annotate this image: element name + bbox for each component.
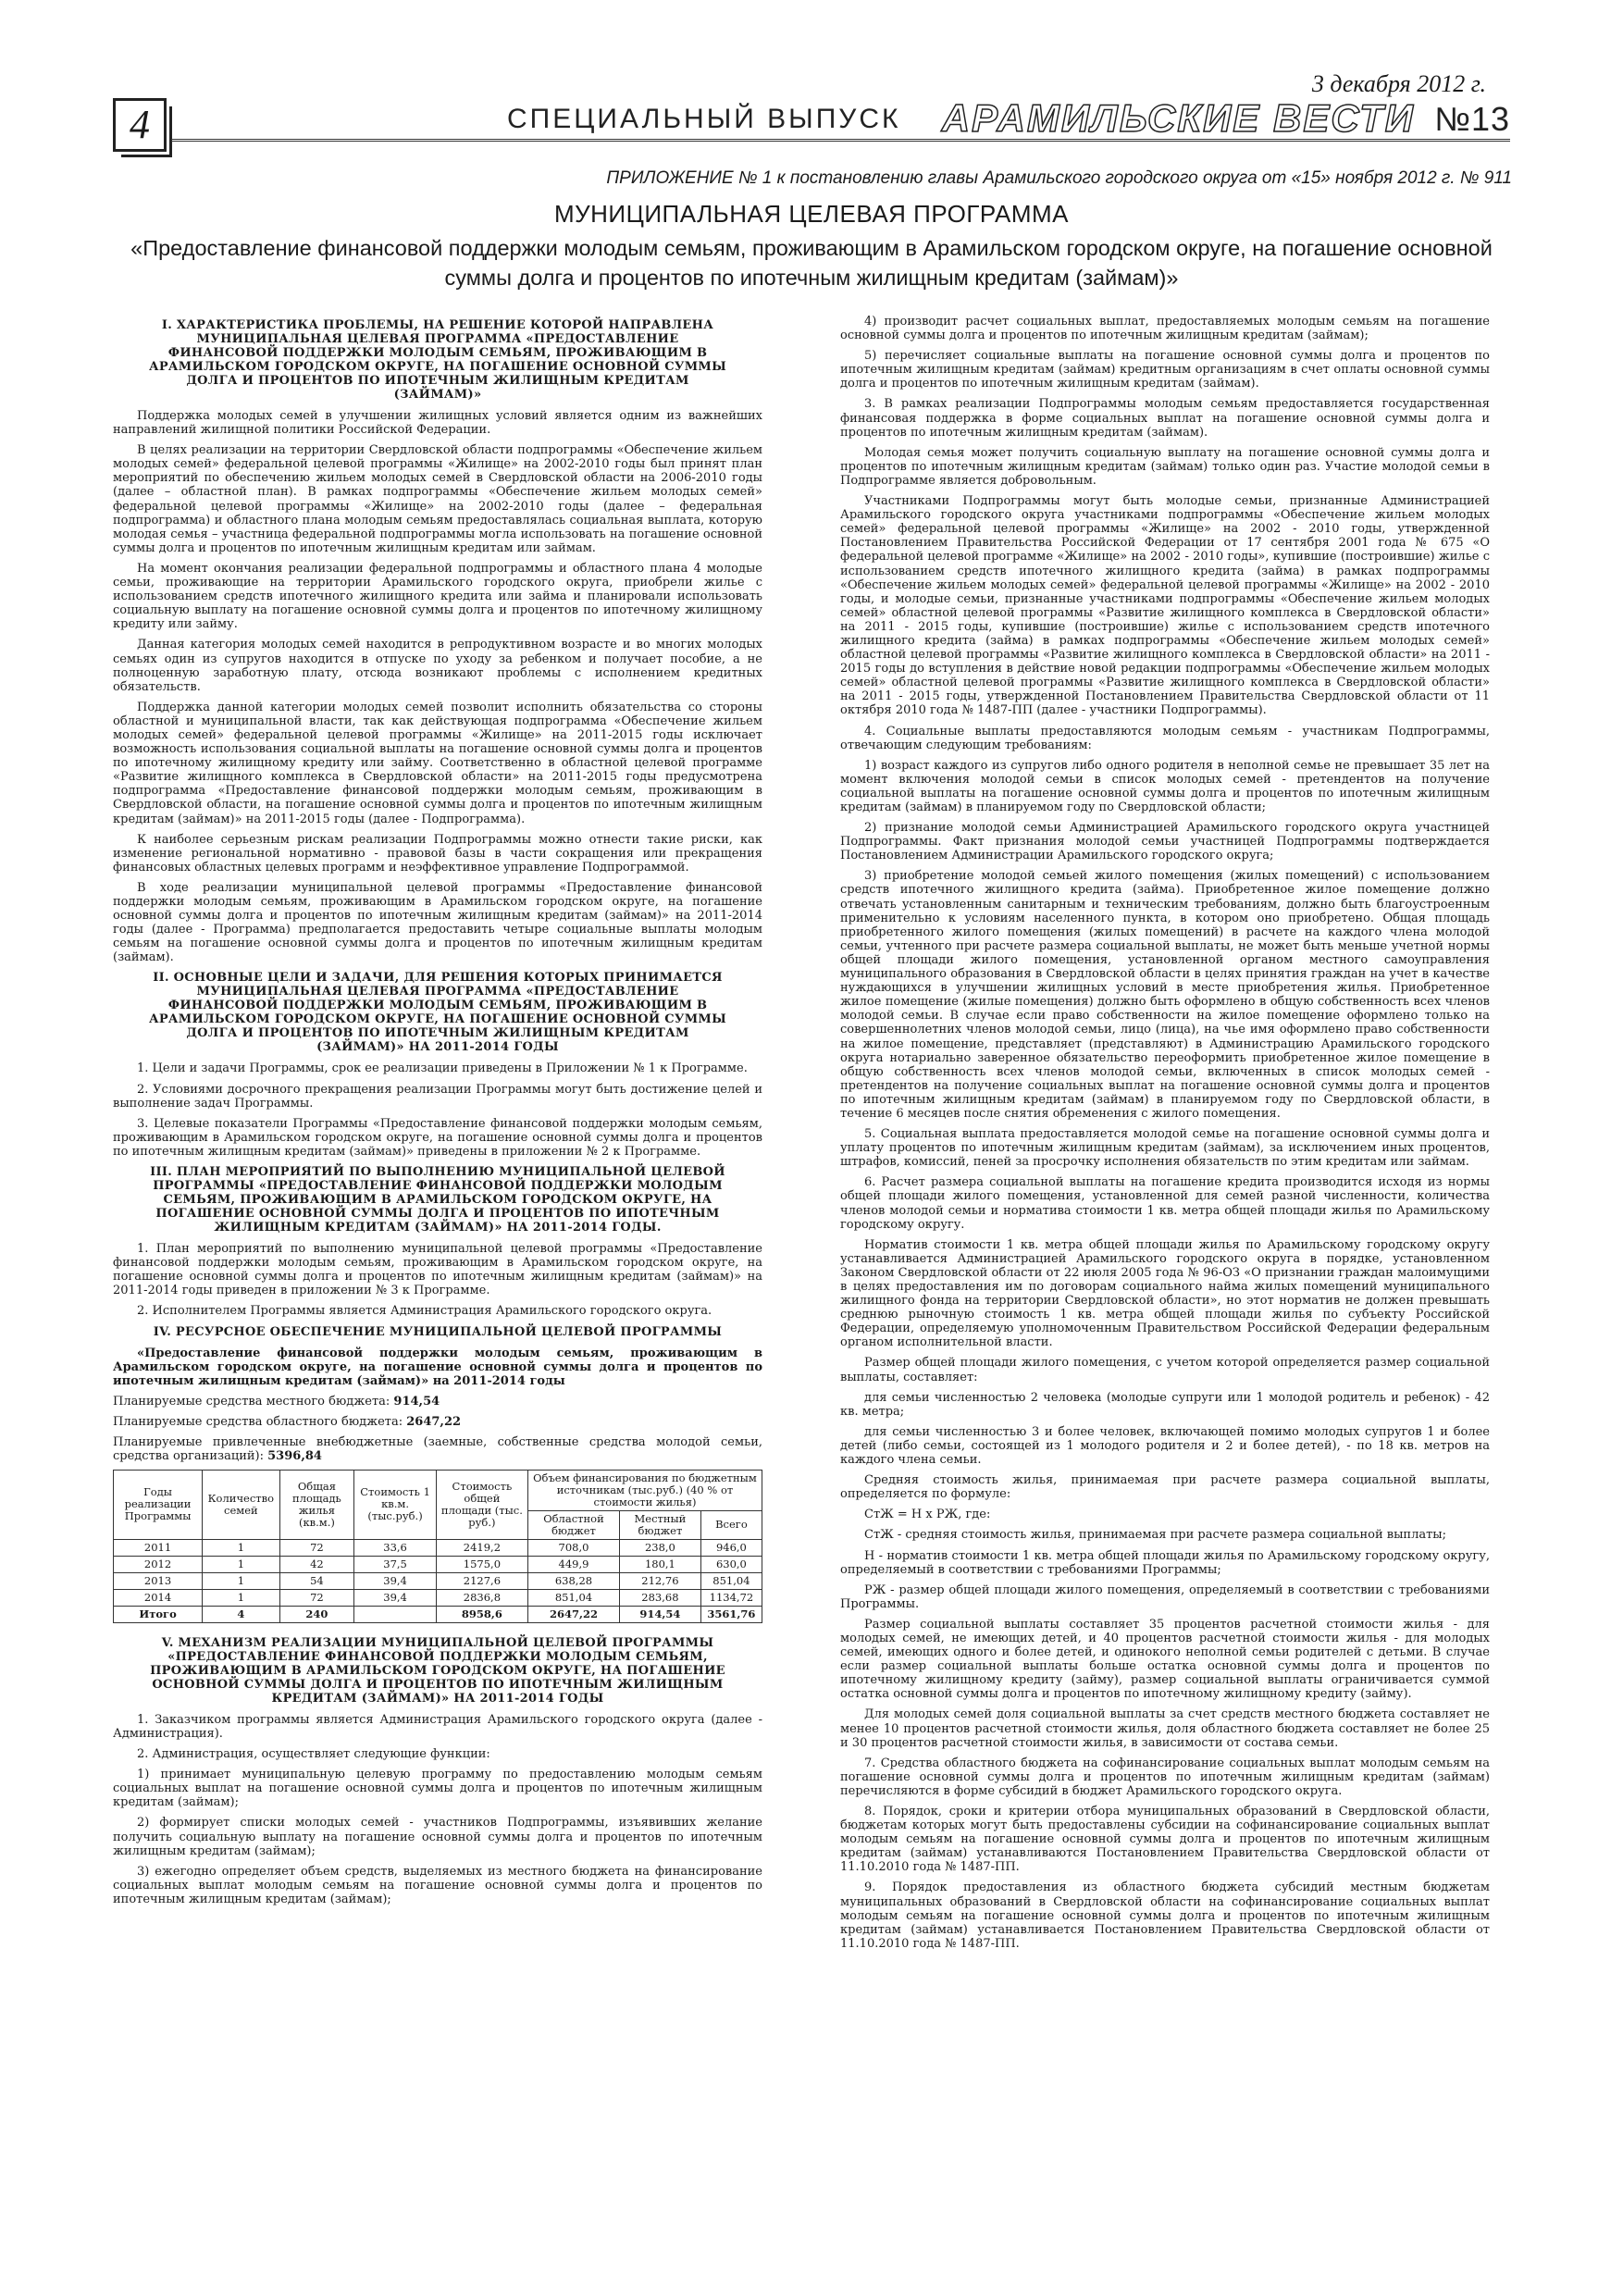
paragraph: 4) производит расчет социальных выплат, предоставляемых молодым семьям на погашение основной суммы долга и процентов по ипотечным жилищным кредитам (займам);: [840, 315, 1490, 343]
table-cell: 1: [203, 1556, 279, 1572]
issue-number: №13: [1434, 100, 1510, 138]
paragraph: Для молодых семей доля социальной выплаты за счет средств местного бюджета составляет не менее 10 процентов расчетной стоимости жилья, доля областного бюджета составляет не более 25 и 30 процентов расчетной стоимости жилья, в зависимости от состава семьи.: [840, 1707, 1490, 1750]
paragraph: 1. План мероприятий по выполнению муниципальной целевой программы «Предоставление финансовой поддержки молодым семьям, проживающим в Арамильском городском округе, на погашение основной суммы долга и процентов по ипотечным жилищным кредитам (займам)» на 2011-2014 годы приведен в приложении № 3 к Программе.: [113, 1242, 762, 1298]
table-cell: 4: [203, 1606, 279, 1622]
formula-def: РЖ - размер общей площади жилого помещения, определяемый в соответствии с требованиями Программы.: [840, 1582, 1490, 1611]
paragraph: В ходе реализации муниципальной целевой программы «Предоставление финансовой поддержки молодым семьям, проживающим в Арамильском городском округе, на погашение основной суммы долга и процентов по ипотечным жилищным кредитам (займам)» на 2011-2014 годы (далее - Программа) предполагается предоставить четыре социальные выплаты молодым семьям на погашение основной суммы долга и процентов по ипотечным жилищным кредитам (займам).: [113, 880, 762, 965]
table-header: Местный бюджет: [620, 1510, 701, 1539]
section-4-heading: IV. РЕСУРСНОЕ ОБЕСПЕЧЕНИЕ МУНИЦИПАЛЬНОЙ ЦЕЛЕВОЙ ПРОГРАММЫ: [153, 1324, 723, 1339]
table-header: Количество семей: [203, 1470, 279, 1539]
table-header: Объем финансирования по бюджетным источникам (тыс.руб.) (40 % от стоимости жилья): [527, 1470, 762, 1510]
regional-budget-line: [113, 1415, 762, 1429]
extra-funds-label: Планируемые привлеченные внебюджетные (заемные, собственные средства молодой семьи, средства организаций):: [113, 1434, 762, 1463]
table-cell: 2014: [114, 1589, 203, 1606]
section-2-heading: II. ОСНОВНЫЕ ЦЕЛИ И ЗАДАЧИ, ДЛЯ РЕШЕНИЯ КОТОРЫХ ПРИНИМАЕТСЯ МУНИЦИПАЛЬНАЯ ЦЕЛЕВАЯ ПРОГРАММА «ПРЕДОСТАВЛЕНИЕ ФИНАНСОВОЙ ПОДДЕРЖКИ МОЛОДЫМ СЕМЬЯМ, ПРОЖИВАЮЩИМ В АРАМИЛЬСКОМ ГОРОДСКОМ ОКРУГЕ, НА ПОГАШЕНИЕ ОСНОВНОЙ СУММЫ ДОЛГА И ПРОЦЕНТОВ ПО ИПОТЕЧНЫМ ЖИЛИЩНЫМ КРЕДИТАМ (ЗАЙМАМ)» НА 2011-2014 ГОДЫ: [148, 971, 727, 1055]
table-cell: 851,04: [700, 1572, 762, 1589]
table-cell: 2013: [114, 1572, 203, 1589]
table-cell: 3561,76: [700, 1606, 762, 1622]
family-2-norm: для семьи численностью 2 человека (молодые супруги или 1 молодой родитель и ребенок) - 42 кв. метра;: [840, 1390, 1490, 1419]
paragraph: Участниками Подпрограммы могут быть молодые семьи, признанные Администрацией Арамильского городского округа участниками подпрограммы «Обеспечение жильем молодых семей» федеральной целевой программы «Жилище» на 2002 - 2010 годы, утвержденной Постановлением Правительства Российской Федерации от 17 сентября 2001 года № 675 «О федеральной целевой программе «Жилище» на 2002 - 2010 годы», купившие (построившие) жилье с использованием средств ипотечного жилищного кредита (займа) в рамках подпрограммы «Обеспечение жильем молодых семей» федеральной целевой программы «Жилище» на 2002 - 2010 годы, и молодые семьи, признанные участниками подпрограммы «Обеспечение жильем молодых семей» областной целевой программы «Развитие жилищного комплекса в Свердловской области» на 2011 - 2015 годы, купившие (построившие) жилье с использованием средств ипотечного жилищного кредита (займа) в рамках подпрограммы «Обеспечение жильем молодых семей» областной целевой программы «Развитие жилищного комплекса в Свердловской области» на 2011 - 2015 годы до вступления в действие новой редакции подпрограммы «Обеспечение жильем молодых семей» областной целевой программы «Развитие жилищного комплекса в Свердловской области» на 2011 - 2015 годы, утвержденной Постановлением Правительства Свердловской области от 11 октября 2010 года № 1487-ПП (далее - участники Подпрограммы).: [840, 494, 1490, 718]
page-number: 4: [113, 98, 167, 152]
paragraph: 6. Расчет размера социальной выплаты на погашение кредита производится исходя из нормы общей площади жилого помещения, установленной для семей разной численности, количества членов молодой семьи и норматива стоимости 1 кв. метра общей площади жилья по Арамильскому городскому округу.: [840, 1175, 1490, 1232]
paragraph: 2. Администрация, осуществляет следующие функции:: [137, 1747, 490, 1762]
table-cell: 238,0: [620, 1539, 701, 1556]
program-subtitle: «Предоставление финансовой поддержки молодым семьям, проживающим в Арамильском городском округе, на погашение основной суммы долга и процентов по ипотечным жилищным кредитам (займам)»: [130, 236, 1493, 290]
paragraph: 5. Социальная выплата предоставляется молодой семье на погашение основной суммы долга и уплату процентов по ипотечным жилищным кредитам (займам), за исключением иных процентов, штрафов, комиссий, пеней за просрочку исполнения обязательств по этим кредитам или займам.: [840, 1127, 1490, 1170]
table-cell: 72: [279, 1539, 354, 1556]
table-cell: 449,9: [527, 1556, 619, 1572]
paragraph: Молодая семья может получить социальную выплату на погашение основной суммы долга и процентов по ипотечным жилищным кредитам (займам) только один раз. Участие молодой семьи в Подпрограмме является добровольным.: [840, 445, 1490, 488]
extra-funds-value: 5396,84: [267, 1448, 322, 1463]
paragraph: Размер общей площади жилого помещения, с учетом которой определяется размер социальной выплаты, составляет:: [840, 1356, 1490, 1384]
appendix-note: ПРИЛОЖЕНИЕ № 1 к постановлению главы Арамильского городского округа от «15» ноября 2012 г. № 911: [606, 168, 1512, 188]
masthead-rule: [171, 139, 1510, 142]
issue-date: 3 декабря 2012 г.: [1311, 70, 1486, 97]
newspaper-logo: АРАМИЛЬСКИЕ ВЕСТИ: [941, 96, 1415, 140]
paragraph: 2) формирует списки молодых семей - участников Подпрограммы, изъявивших желание получить социальную выплату на погашение основной суммы долга и процентов по ипотечным жилищным кредитам (займам);: [113, 1816, 762, 1858]
table-row: [114, 1556, 762, 1572]
table-cell: 1: [203, 1589, 279, 1606]
paragraph: На момент окончания реализации федеральной подпрограммы и областного плана 4 молодые семьи, проживающие на территории Арамильского городского округа, приобрели жилье с использованием средств ипотечного жилищного кредита или займа и планировали использовать социальную выплату на погашение основной суммы долга и процентов по ипотечному жилищному кредиту или займу.: [113, 561, 762, 632]
table-cell: 240: [279, 1606, 354, 1622]
table-cell: 2647,22: [527, 1606, 619, 1622]
paragraph: Норматив стоимости 1 кв. метра общей площади жилья по Арамильскому городскому округу устанавливается Администрацией Арамильского городского округа в порядке, установленном Законом Свердловской области от 22 июля 2005 года № 96-ОЗ «О признании граждан малоимущими в целях предоставления им по договорам социального найма жилых помещений муниципального жилищного фонда на территории Свердловской области», но этот норматив не должен превышать среднюю рыночную стоимость 1 кв. метра общей площади жилья по субъекту Российской Федерации, определяемую уполномоченным Правительством Российской Федерации федеральным органом исполнительной власти.: [840, 1237, 1490, 1350]
paragraph: К наиболее серьезным рискам реализации Подпрограммы можно отнести такие риски, как изменение региональной нормативно - правовой базы в части сокращения или прекращения финансовых областных целевых программ и неэффективное управление Подпрограммой.: [113, 832, 762, 875]
table-cell: 1: [203, 1572, 279, 1589]
table-cell: 212,76: [620, 1572, 701, 1589]
table-cell: 39,4: [354, 1589, 437, 1606]
paragraph: 4. Социальные выплаты предоставляются молодым семьям - участникам Подпрограммы, отвечающим следующим требованиям:: [840, 724, 1490, 752]
table-cell: 946,0: [700, 1539, 762, 1556]
table-cell: 1134,72: [700, 1589, 762, 1606]
avg-cost-text: Средняя стоимость жилья, принимаемая при расчете размера социальной выплаты, определяется по формуле:: [840, 1473, 1490, 1502]
local-budget-label: Планируемые средства местного бюджета:: [113, 1394, 394, 1409]
formula: СтЖ = Н х РЖ, где:: [864, 1508, 991, 1522]
paragraph: 1. Цели и задачи Программы, срок ее реализации приведены в Приложении № 1 к Программе.: [137, 1061, 748, 1076]
regional-budget-value: 2647,22: [406, 1414, 462, 1429]
paragraph: 2. Исполнителем Программы является Администрация Арамильского городского округа.: [137, 1304, 712, 1319]
table-header: Стоимость 1 кв.м. (тыс.руб.): [354, 1470, 437, 1539]
section-5-heading: V. МЕХАНИЗМ РЕАЛИЗАЦИИ МУНИЦИПАЛЬНОЙ ЦЕЛЕВОЙ ПРОГРАММЫ «ПРЕДОСТАВЛЕНИЕ ФИНАНСОВОЙ ПОДДЕРЖКИ МОЛОДЫМ СЕМЬЯМ, ПРОЖИВАЮЩИМ В АРАМИЛЬСКОМ ГОРОДСКОМ ОКРУГЕ, НА ПОГАШЕНИЕ ОСНОВНОЙ СУММЫ ДОЛГА И ПРОЦЕНТОВ ПО ИПОТЕЧНЫМ ЖИЛИЩНЫМ КРЕДИТАМ (ЗАЙМАМ)» НА 2011-2014 ГОДЫ: [150, 1635, 725, 1706]
paragraph: 5) перечисляет социальные выплаты на погашение основной суммы долга и процентов по ипотечным жилищным кредитам (займам) кредитным организациям в счет оплаты основной суммы долга и процентов по ипотечным жилищным кредитам (займам).: [840, 349, 1490, 391]
paragraph: Размер социальной выплаты составляет 35 процентов расчетной стоимости жилья - для молодых семей, не имеющих детей, и 40 процентов расчетной стоимости жилья - для молодых семей, имеющих одного и более детей, и одинокого неполной семьи родителей с детьми. В случае если размер социальной выплаты больше остатка основной суммы долга и процентов по ипотечному жилищному кредиту (займу), размер социальной выплаты ограничивается суммой остатка основной суммы долга и процентов по ипотечному жилищному кредиту (займу).: [840, 1617, 1490, 1702]
section-3-heading: III. ПЛАН МЕРОПРИЯТИЙ ПО ВЫПОЛНЕНИЮ МУНИЦИПАЛЬНОЙ ЦЕЛЕВОЙ ПРОГРАММЫ «ПРЕДОСТАВЛЕНИЕ ФИНАНСОВОЙ ПОДДЕРЖКИ МОЛОДЫМ СЕМЬЯМ, ПРОЖИВАЮЩИМ В АРАМИЛЬСКОМ ГОРОДСКОМ ОКРУГЕ, НА ПОГАШЕНИЕ ОСНОВНОЙ СУММЫ ДОЛГА И ПРОЦЕНТОВ ПО ИПОТЕЧНЫМ ЖИЛИЩНЫМ КРЕДИТАМ (ЗАЙМАМ)» НА 2011-2014 ГОДЫ.: [150, 1165, 725, 1235]
paragraph: В целях реализации на территории Свердловской области подпрограммы «Обеспечение жильем молодых семей» федеральной целевой программы «Жилище» на 2002-2010 годы был принят план мероприятий по обеспечению жильем молодых семей в Свердловской области на 2006-2010 годы (далее – областной план). В рамках подпрограммы «Обеспечение жильем молодых семей» федеральной целевой программы «Жилище» на 2002-2010 годы (далее – федеральная подпрограмма) и областного плана молодым семьям предоставлялась социальная выплата, которую молодая семья – участница федеральной подпрограммы могла использовать на погашение основной суммы долга и процентов по ипотечным жилищным кредитам или займам.: [113, 443, 762, 555]
program-title: МУНИЦИПАЛЬНАЯ ЦЕЛЕВАЯ ПРОГРАММА: [553, 200, 1070, 228]
formula-def: СтЖ - средняя стоимость жилья, принимаемая при расчете размера социальной выплаты;: [864, 1528, 1447, 1543]
extra-funds-line: [113, 1435, 762, 1463]
regional-budget-label: Планируемые средства областного бюджета:: [113, 1414, 407, 1429]
table-cell: 2012: [114, 1556, 203, 1572]
table-header-row: [114, 1470, 762, 1510]
paragraph: 3) приобретение молодой семьей жилого помещения (жилых помещений) с использованием средств ипотечного жилищного кредита (займа). Приобретенное жилое помещение должно отвечать установленным санитарным и техническим требованиям, должно быть благоустроенным применительно к условиям населенного пункта, в котором оно приобретено. Общая площадь приобретенного жилого помещения (жилых помещений) в расчете на каждого члена молодой семьи, учтенного при расчете размера социальной выплаты, не может быть меньше учетной нормы общей площади жилого помещения, установленной органом местного самоуправления муниципального образования в Свердловской области в целях принятия граждан на учет в качестве нуждающихся в улучшении жилищных условий в месте приобретения жилья. Приобретенное жилое помещение (жилые помещения) должно быть оформлено в общую собственность всех членов молодой семьи. В случае если право собственности на жилое помещение оформлено только на совершеннолетних членов молодой семьи, лицо (лица), на чье имя оформлено право собственности на жилое помещение, представляет (представляют) в Администрацию Арамильского городского округа нотариально заверенное обязательство переоформить приобретенное жилое помещение в общую собственность всех членов молодой семьи, включенных в список молодых семей - претендентов на получение социальных выплат на погашение основной суммы долга и процентов по ипотечным жилищным кредитам (займам) в планируемом году по Свердловской области, в течение 6 месяцев после снятия обременения с жилого помещения.: [840, 869, 1490, 1121]
local-budget-line: [113, 1395, 762, 1409]
table-cell: 180,1: [620, 1556, 701, 1572]
table-cell: 8958,6: [436, 1606, 527, 1622]
paragraph: 3. В рамках реализации Подпрограммы молодым семьям предоставляется государственная финансовая поддержка в форме социальных выплат на погашение основной суммы долга и процентов по ипотечным жилищным кредитам (займам).: [840, 397, 1490, 440]
paragraph: 8. Порядок, сроки и критерии отбора муниципальных образований в Свердловской области, бюджетам которых могут быть предоставлены субсидии на софинансирование социальных выплат молодым семьям на погашение основной суммы долга и процентов по ипотечным жилищным кредитам (займам) устанавливаются Постановлением Правительства Свердловской области от 11.10.2010 года № 1487-ПП.: [840, 1805, 1490, 1875]
table-row: [114, 1539, 762, 1556]
table-cell: 2011: [114, 1539, 203, 1556]
table-cell: 2419,2: [436, 1539, 527, 1556]
table-header: Годы реализации Программы: [114, 1470, 203, 1539]
table-total-row: [114, 1606, 762, 1622]
paragraph: 1) принимает муниципальную целевую программу по предоставлению молодым семьям социальных выплат на погашение основной суммы долга и процентов по ипотечным жилищным кредитам (займам);: [113, 1768, 762, 1810]
section-1-heading: I. ХАРАКТЕРИСТИКА ПРОБЛЕМЫ, НА РЕШЕНИЕ КОТОРОЙ НАПРАВЛЕНА МУНИЦИПАЛЬНАЯ ЦЕЛЕВАЯ ПРОГРАММА «ПРЕДОСТАВЛЕНИЕ ФИНАНСОВОЙ ПОДДЕРЖКИ МОЛОДЫМ СЕМЬЯМ, ПРОЖИВАЮЩИМ В АРАМИЛЬСКОМ ГОРОДСКОМ ОКРУГЕ, НА ПОГАШЕНИЕ ОСНОВНОЙ СУММЫ ДОЛГА И ПРОЦЕНТОВ ПО ИПОТЕЧНЫМ ЖИЛИЩНЫМ КРЕДИТАМ (ЗАЙМАМ)»: [148, 318, 727, 402]
paragraph: 3) ежегодно определяет объем средств, выделяемых из местного бюджета на финансирование социальных выплат молодым семьям на погашение основной суммы долга и процентов по ипотечным жилищным кредитам (займам);: [113, 1864, 762, 1906]
table-cell: 42: [279, 1556, 354, 1572]
local-budget-value: 914,54: [393, 1394, 440, 1409]
table-cell: 72: [279, 1589, 354, 1606]
table-cell: Итого: [114, 1606, 203, 1622]
table-cell: 54: [279, 1572, 354, 1589]
table-header: Общая площадь жилья (кв.м.): [279, 1470, 354, 1539]
table-row: [114, 1572, 762, 1589]
table-cell: 630,0: [700, 1556, 762, 1572]
table-cell: 33,6: [354, 1539, 437, 1556]
table-cell: 37,5: [354, 1556, 437, 1572]
table-cell: 638,28: [527, 1572, 619, 1589]
paragraph: 3. Целевые показатели Программы «Предоставление финансовой поддержки молодым семьям, проживающим в Арамильском городском округе, на погашение основной суммы долга и процентов по ипотечным жилищным кредитам (займам)» приведены в приложении № 2 к Программе.: [113, 1116, 762, 1159]
paragraph: 7. Средства областного бюджета на софинансирование социальных выплат молодым семьям на погашение основной суммы долга и процентов по ипотечным жилищным кредитам (займам) перечисляются в форме субсидий в бюджет Арамильского городского округа.: [840, 1756, 1490, 1798]
paragraph: Данная категория молодых семей находится в репродуктивном возрасте и во многих молодых семьях один из супругов находится в отпуске по уходу за ребенком и получает пособие, а не полноценную заработную плату, отсюда возникают проблемы с исполнением кредитных обязательств.: [113, 638, 762, 694]
paragraph: Поддержка молодых семей в улучшении жилищных условий является одним из важнейших направлений жилищной политики Российской Федерации.: [113, 409, 762, 438]
table-row: [114, 1589, 762, 1606]
formula-def: Н - норматив стоимости 1 кв. метра общей площади жилья по Арамильскому городскому округу, определяемый в соответствии с требованиями Программы;: [840, 1548, 1490, 1577]
table-cell: 283,68: [620, 1589, 701, 1606]
right-column: [840, 315, 1490, 1957]
table-cell: 2836,8: [436, 1589, 527, 1606]
section-title: СПЕЦИАЛЬНЫЙ ВЫПУСК: [507, 104, 901, 134]
paragraph: 2. Условиями досрочного прекращения реализации Программы могут быть достижение целей и выполнение задач Программы.: [113, 1082, 762, 1111]
table-cell: 708,0: [527, 1539, 619, 1556]
paragraph: 9. Порядок предоставления из областного бюджета субсидий местным бюджетам муниципальных образований в Свердловской области на софинансирование социальных выплат молодым семьям на погашение основной суммы долга и процентов по ипотечным жилищным кредитам (займам) устанавливается Постановлением Правительства Свердловской области от 11.10.2010 года № 1487-ПП.: [840, 1880, 1490, 1951]
family-3-norm: для семьи численностью 3 и более человек, включающей помимо молодых супругов 1 и более детей (либо семьи, состоящей из 1 молодого родителя и 2 и более детей), - по 18 кв. метров на каждого члена семьи.: [840, 1424, 1490, 1468]
table-cell: 851,04: [527, 1589, 619, 1606]
paragraph: 1. Заказчиком программы является Администрация Арамильского городского округа (далее - Администрация).: [113, 1712, 762, 1741]
table-header: Всего: [700, 1510, 762, 1539]
table-cell: 1575,0: [436, 1556, 527, 1572]
paragraph: Поддержка данной категории молодых семей позволит исполнить обязательства со стороны областной и муниципальной власти, так как действующая подпрограмма «Обеспечение жильем молодых семей» федеральной целевой программы «Жилище» на 2011-2015 годы исключает возможность использования социальной выплаты на погашение основной суммы долга и процентов по ипотечному жилищному кредиту или займу. Соответственно в областной целевой программе «Развитие жилищного комплекса в Свердловской области» на 2011-2015 годы предусмотрена подпрограмма «Предоставление финансовой поддержки молодым семьям, проживающим в Свердловской области, на погашение основной суммы долга и процентов по ипотечным жилищным кредитам (займам)» на 2011-2015 годы (далее - Подпрограмма).: [113, 700, 762, 826]
paragraph: 1) возраст каждого из супругов либо одного родителя в неполной семье не превышает 35 лет на момент включения молодой семьи в список молодых семей - претендентов на получение социальной выплаты на погашение основной суммы долга и процентов по ипотечным жилищным кредитам (займам) в планируемом году по Свердловской области;: [840, 758, 1490, 814]
paragraph: 2) признание молодой семьи Администрацией Арамильского городского округа участницей Подпрограммы. Факт признания молодой семьи участницей Подпрограммы подтверждается Постановлением Администрации Арамильского городского округа;: [840, 821, 1490, 863]
table-cell: 2127,6: [436, 1572, 527, 1589]
table-cell: [354, 1606, 437, 1622]
financing-table: [113, 1470, 762, 1623]
table-cell: 1: [203, 1539, 279, 1556]
section-4-subheading: «Предоставление финансовой поддержки молодым семьям, проживающим в Арамильском городском округе, на погашение основной суммы долга и процентов по ипотечным жилищным кредитам (займам)» на 2011-2014 годы: [113, 1346, 762, 1388]
table-cell: 39,4: [354, 1572, 437, 1589]
table-header: Областной бюджет: [527, 1510, 619, 1539]
table-cell: 914,54: [620, 1606, 701, 1622]
left-column: [113, 315, 762, 1913]
table-header: Стоимость общей площади (тыс. руб.): [436, 1470, 527, 1539]
